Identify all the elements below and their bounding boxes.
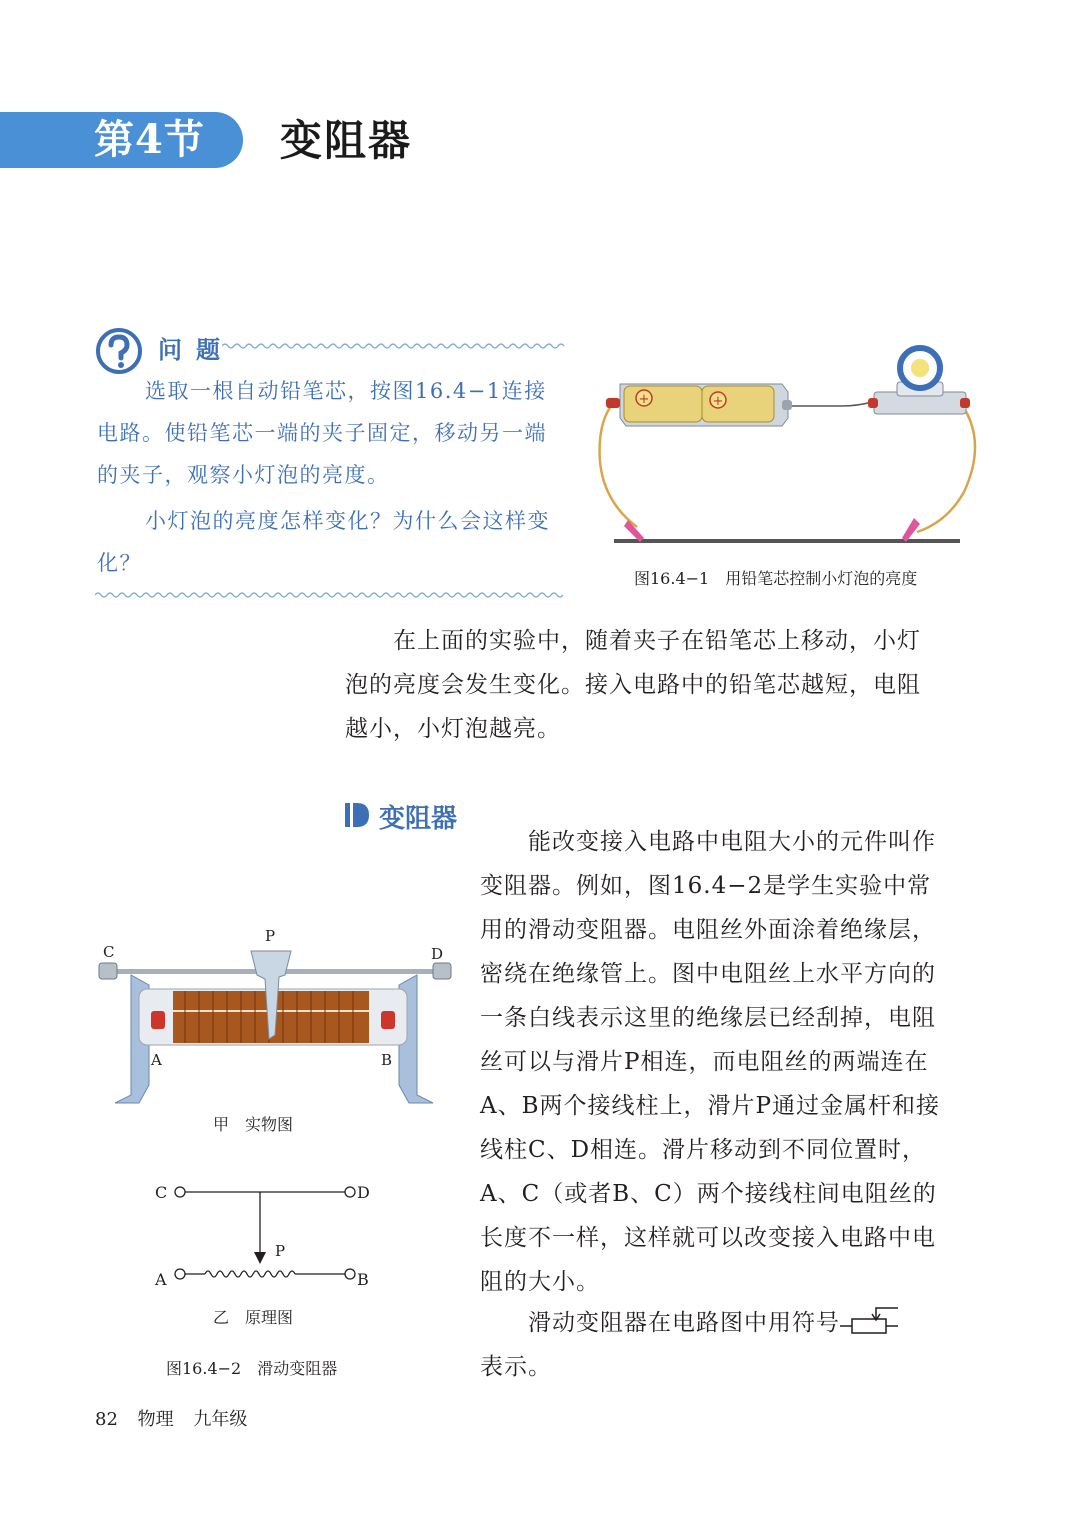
label-a: A (151, 1051, 162, 1069)
figure-2-schematic-caption: 乙 原理图 (213, 1308, 294, 1327)
schematic-label-p: P (275, 1242, 286, 1260)
label-c: C (103, 943, 115, 961)
schematic-label-a: A (155, 1270, 167, 1289)
page-number: 82 (95, 1409, 118, 1430)
rheostat-photo-figure (95, 925, 455, 1115)
paragraph-3-end: 表示。 (480, 1354, 552, 1380)
svg-text:+: + (638, 392, 650, 407)
schematic-label-d: D (357, 1183, 370, 1202)
footer-grade: 九年级 (193, 1409, 248, 1430)
figure-2-caption: 图16.4−2 滑动变阻器 (166, 1359, 338, 1378)
body-paragraph-2: 能改变接入电路中电阻大小的元件叫作变阻器。例如，图16.4−2是学生实验中常用的滑动变阻器。电阻丝外面涂着绝缘层，密绕在绝缘管上。图中电阻丝上水平方向的一条白线表示这里的绝缘层已经刮掉，电阻丝可以与滑片P相连，而电阻丝的两端连在A、B两个接线柱上，滑片P通过金属杆和接线柱C、D相连。滑片移动到不同位置时，A、C（或者B、C）两个接线柱间电阻丝的长度不一样，这样就可以改变接入电路中电阻的大小。 (480, 829, 940, 1295)
page-footer (95, 1405, 261, 1431)
pencil-lead-circuit-figure (592, 342, 984, 557)
label-p: P (265, 927, 276, 945)
label-b: B (381, 1051, 393, 1069)
section-heading: 变阻器 (379, 804, 458, 834)
question-bottom-wavy-line (95, 590, 567, 600)
schematic-label-b: B (357, 1270, 369, 1289)
section-number: 第4节 (94, 116, 205, 163)
section-title: 变阻器 (280, 116, 413, 165)
figure-2-photo-caption: 甲 实物图 (213, 1115, 294, 1134)
body-paragraph-3 (480, 1301, 942, 1389)
question-paragraph-2: 小灯泡的亮度怎样变化？为什么会这样变化？ (97, 509, 550, 575)
paragraph-3-start: 滑动变阻器在电路图中用符号 (528, 1310, 840, 1336)
schematic-label-c: C (155, 1183, 168, 1202)
question-title: 问题 (158, 336, 234, 364)
svg-text:+: + (712, 394, 724, 409)
label-d: D (431, 945, 444, 963)
question-icon (95, 327, 143, 375)
rheostat-schematic-figure (150, 1172, 380, 1292)
question-paragraph-1: 选取一根自动铅笔芯，按图16.4−1连接电路。使铅笔芯一端的夹子固定，移动另一端的夹子，观察小灯泡的亮度。 (97, 379, 547, 487)
figure-1-caption: 图16.4−1 用铅笔芯控制小灯泡的亮度 (634, 569, 918, 588)
question-top-wavy-line (222, 341, 568, 351)
section-heading-icon (345, 803, 371, 827)
footer-subject: 物理 (137, 1409, 174, 1430)
rheostat-symbol-icon (840, 1304, 900, 1334)
body-paragraph-1: 在上面的实验中，随着夹子在铅笔芯上移动，小灯泡的亮度会发生变化。接入电路中的铅笔芯越短，电阻越小，小灯泡越亮。 (345, 628, 921, 742)
